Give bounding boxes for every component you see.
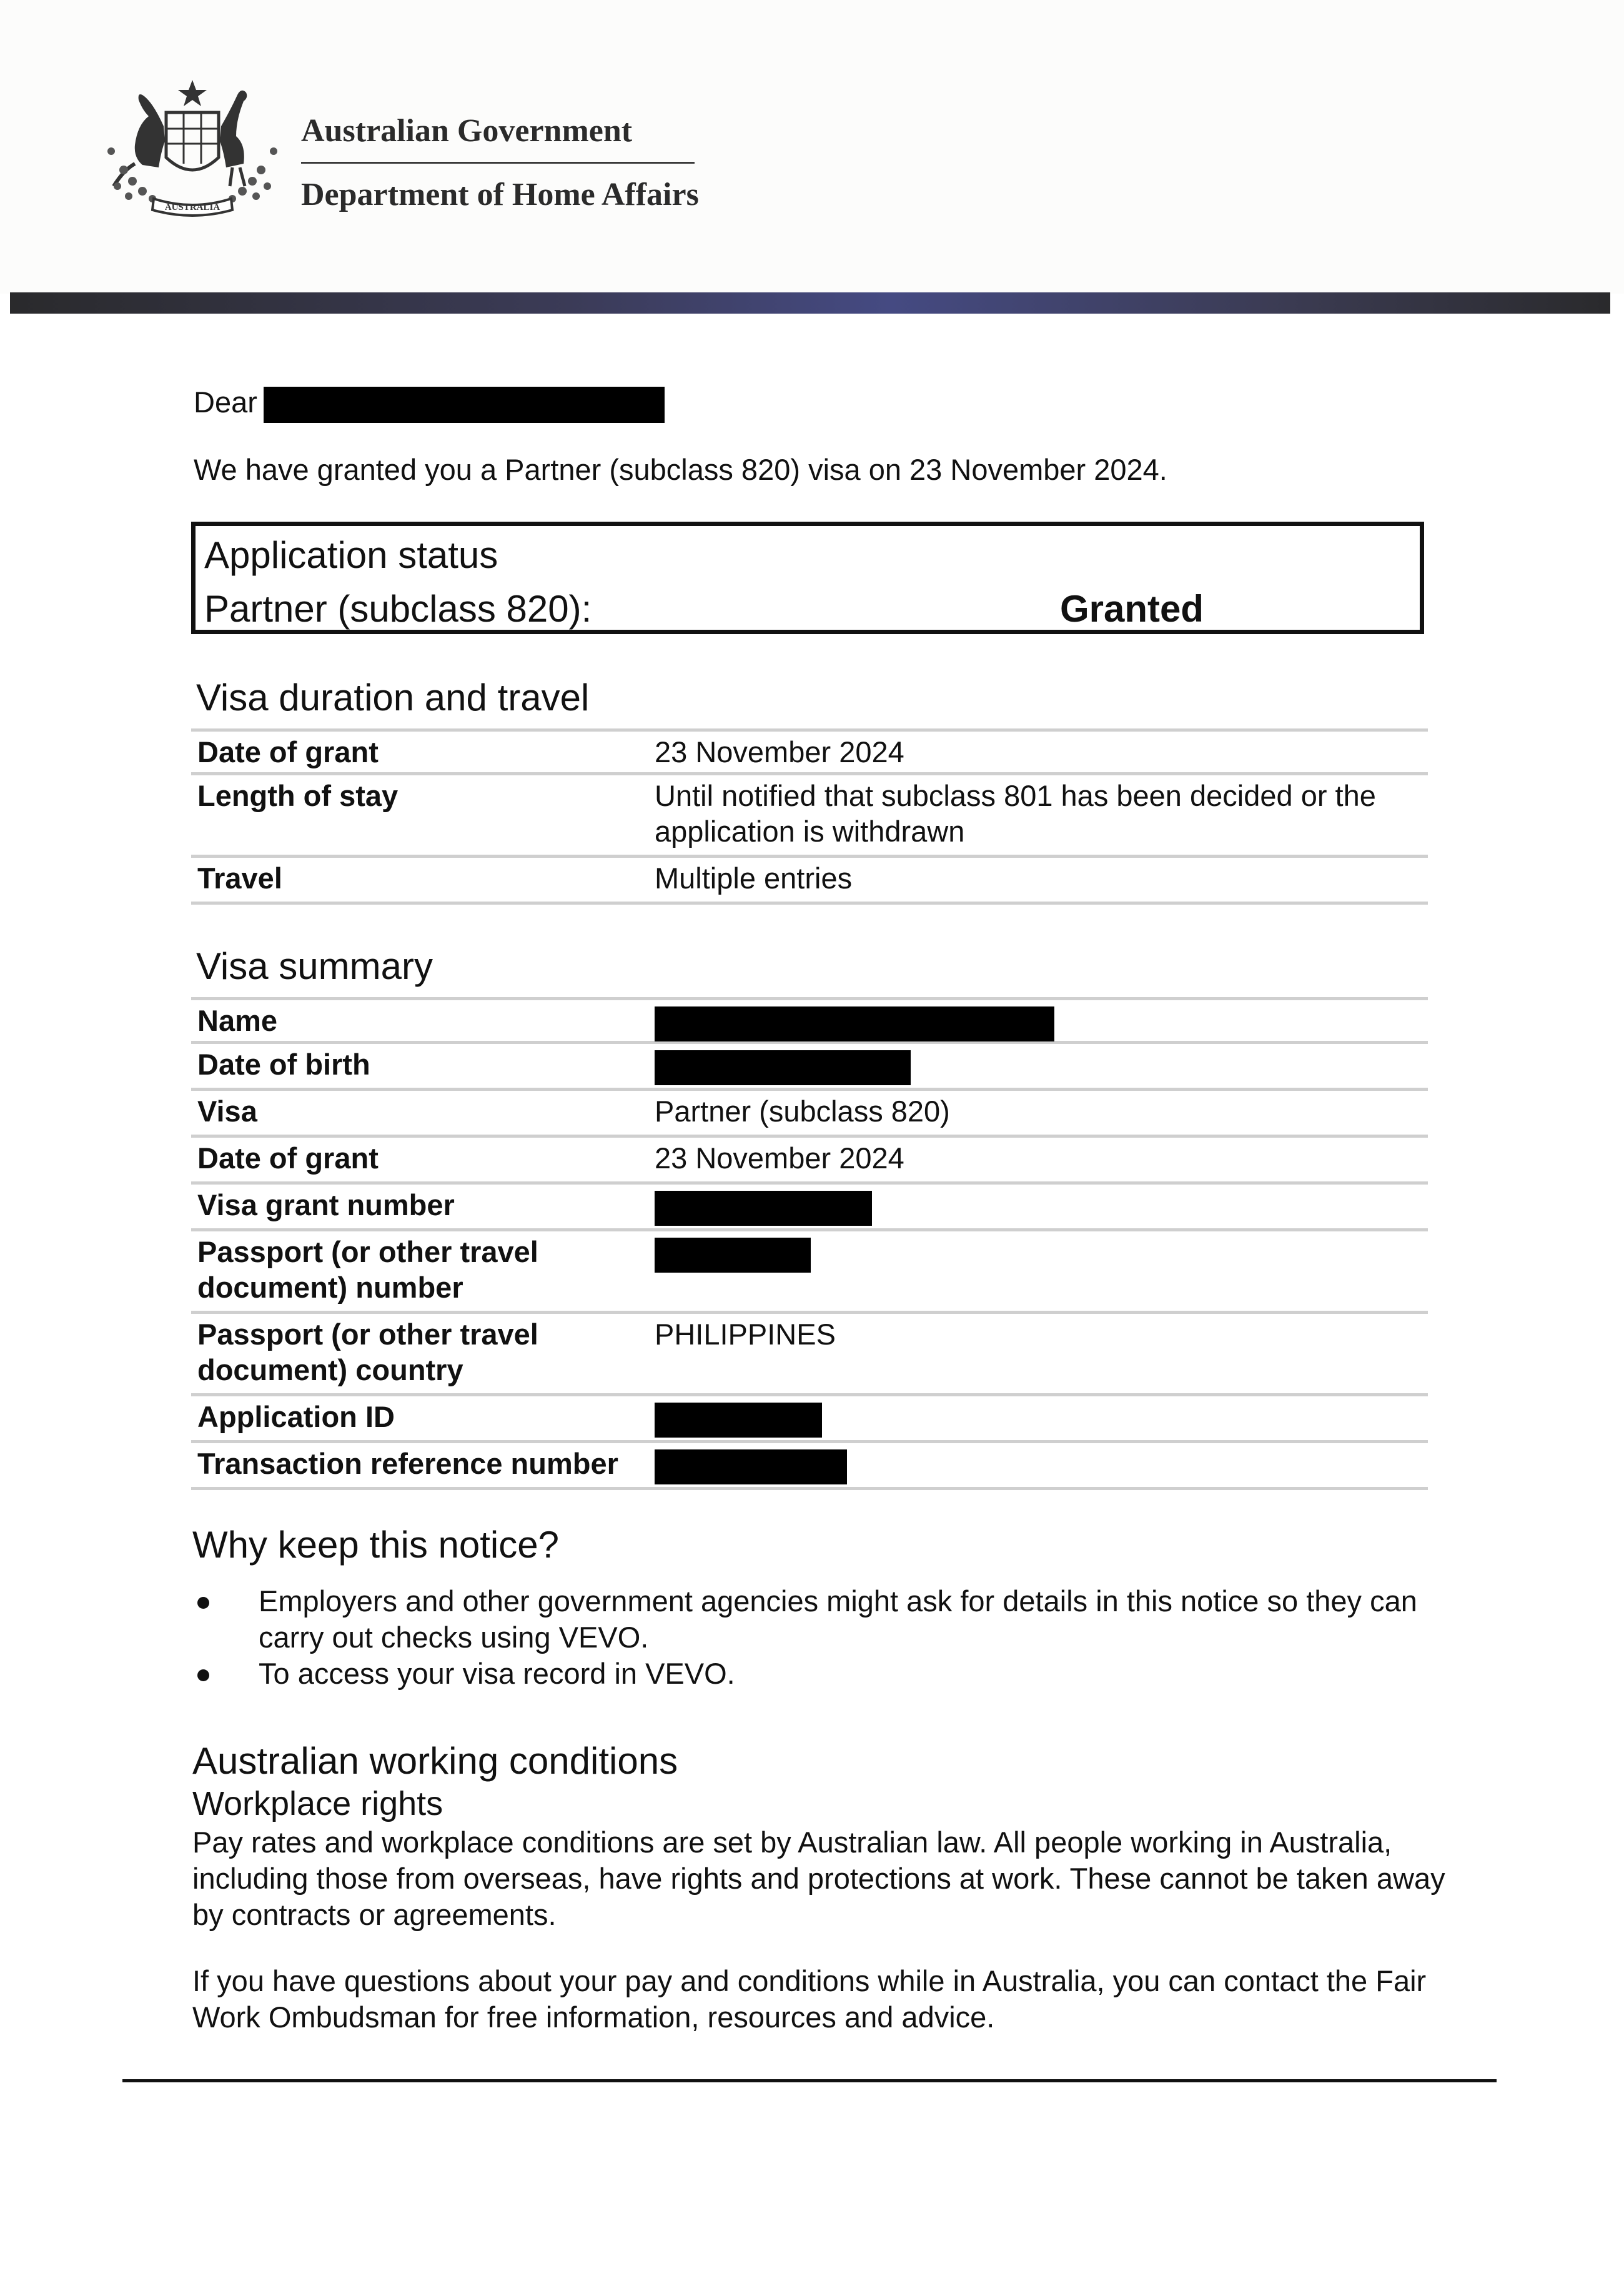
grant-intro: We have granted you a Partner (subclass 820) visa on 23 November 2024. [194, 453, 1167, 486]
workplace-rights-subheading: Workplace rights [192, 1785, 443, 1822]
duration-heading: Visa duration and travel [196, 677, 590, 718]
row-label: Travel [197, 862, 282, 895]
fair-work-paragraph: If you have questions about your pay and conditions while in Australia, you can contact the Fair Work Ombudsman for free information, resources and advice. [192, 1964, 1427, 2034]
letterhead [0, 0, 1624, 294]
header-band [10, 292, 1610, 314]
redacted-date-of-birth [655, 1050, 911, 1085]
table-row [191, 775, 1428, 858]
table-row [191, 1138, 1428, 1185]
table-row [191, 728, 1428, 775]
row-label: Visa [197, 1095, 257, 1128]
duration-table [191, 728, 1428, 905]
row-label: Name [197, 1004, 278, 1037]
working-conditions-heading: Australian working conditions [192, 1740, 678, 1782]
row-label: Date of birth [197, 1048, 370, 1081]
row-value: Until notified that subclass 801 has been decided or the application is withdrawn [655, 779, 1376, 848]
redacted-visa-grant-number [655, 1191, 872, 1226]
summary-heading: Visa summary [196, 945, 433, 987]
row-label: Passport (or other travel document) country [197, 1318, 538, 1386]
why-keep-heading: Why keep this notice? [192, 1524, 559, 1566]
bullet-icon [197, 1597, 209, 1609]
table-row [191, 997, 1428, 1044]
table-row [191, 1044, 1428, 1091]
table-row [191, 1185, 1428, 1231]
redacted-passport-number [655, 1238, 811, 1273]
table-row [191, 1231, 1428, 1314]
brand-divider [301, 162, 695, 164]
row-value: PHILIPPINES [655, 1318, 836, 1351]
bullet-icon [197, 1669, 209, 1681]
application-status-box [191, 522, 1424, 634]
row-value: Partner (subclass 820) [655, 1095, 950, 1128]
bullet-item: To access your visa record in VEVO. [259, 1657, 735, 1690]
row-label: Passport (or other travel document) number [197, 1235, 538, 1304]
row-label: Date of grant [197, 735, 379, 768]
status-visa-label: Partner (subclass 820): [204, 588, 592, 630]
row-value: Multiple entries [655, 862, 853, 895]
status-value: Granted [1060, 588, 1204, 630]
workplace-rights-paragraph: Pay rates and workplace conditions are set by Australian law. All people working in Australia, including those from overseas, have rights and protections at work. These cannot be taken away by contracts or agreements. [192, 1826, 1445, 1931]
row-label: Transaction reference number [197, 1447, 618, 1480]
bullet-item: Employers and other government agencies might ask for details in this notice so they can carry out checks using VEVO. [259, 1584, 1417, 1654]
svg-text:AUSTRALIA: AUSTRALIA [164, 202, 220, 212]
row-label: Date of grant [197, 1141, 379, 1175]
coat-of-arms-icon [99, 76, 286, 220]
redacted-application-id [655, 1403, 822, 1438]
government-name: Australian Government [301, 113, 633, 149]
row-label: Application ID [197, 1400, 395, 1433]
table-row [191, 1396, 1428, 1443]
row-value: 23 November 2024 [655, 735, 904, 768]
footer-divider [122, 2079, 1497, 2082]
salutation: Dear [194, 385, 257, 419]
summary-table [191, 997, 1428, 1490]
table-row [191, 1314, 1428, 1396]
status-title: Application status [204, 534, 498, 576]
redacted-transaction-reference [655, 1449, 847, 1484]
redacted-recipient-name [264, 387, 665, 423]
row-value: 23 November 2024 [655, 1141, 904, 1175]
table-row [191, 1091, 1428, 1138]
row-label: Visa grant number [197, 1188, 455, 1221]
row-label: Length of stay [197, 779, 399, 812]
table-row [191, 1443, 1428, 1490]
redacted-name [655, 1006, 1054, 1041]
table-row [191, 858, 1428, 905]
department-name: Department of Home Affairs [301, 177, 699, 212]
